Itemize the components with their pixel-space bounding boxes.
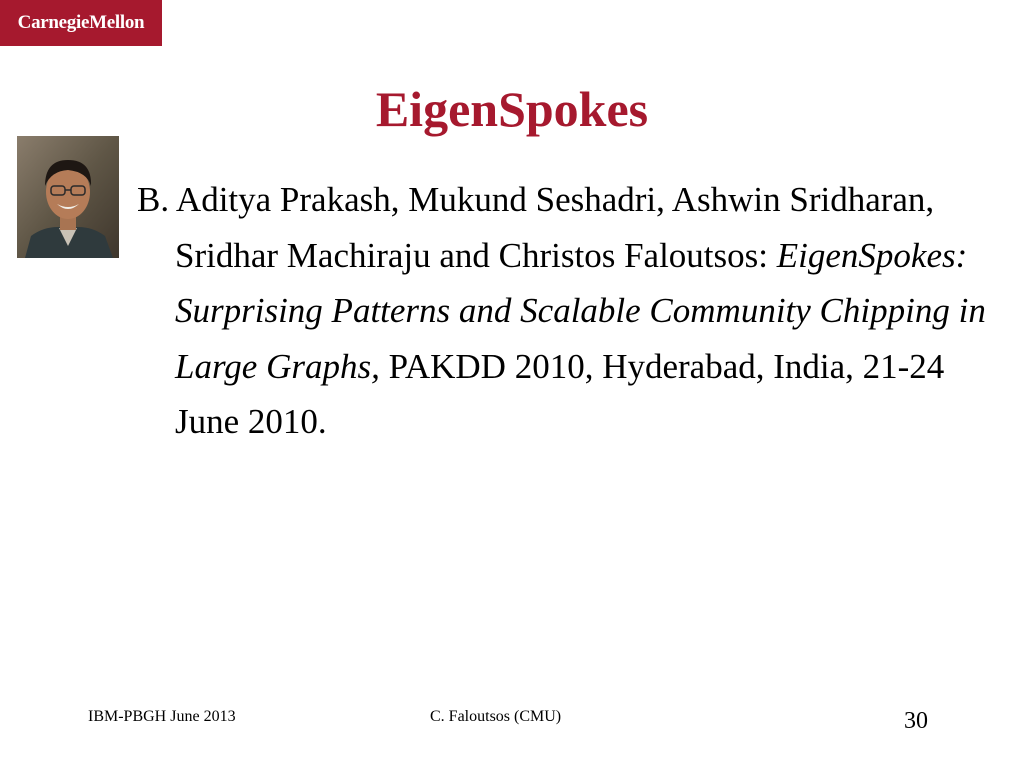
slide-title: EigenSpokes <box>375 81 649 137</box>
cmu-logo: CarnegieMellon <box>0 0 162 46</box>
citation-block <box>137 172 997 450</box>
page-number: 30 <box>904 708 928 734</box>
citation-paper-title: EigenSpokes: Surprising Patterns and Scalable Community Chipping in Large Graphs, <box>175 235 986 386</box>
citation-paragraph <box>137 172 997 450</box>
author-photo <box>17 136 119 258</box>
citation-authors: B. Aditya Prakash, Mukund Seshadri, Ashwin Sridharan, Sridhar Machiraju and Christos Faloutsos: <box>137 180 935 275</box>
footer-center: C. Faloutsos (CMU) <box>430 708 562 725</box>
citation-venue: PAKDD 2010, Hyderabad, India, 21-24 June 2010. <box>175 346 945 441</box>
footer-left: IBM-PBGH June 2013 <box>88 708 236 725</box>
